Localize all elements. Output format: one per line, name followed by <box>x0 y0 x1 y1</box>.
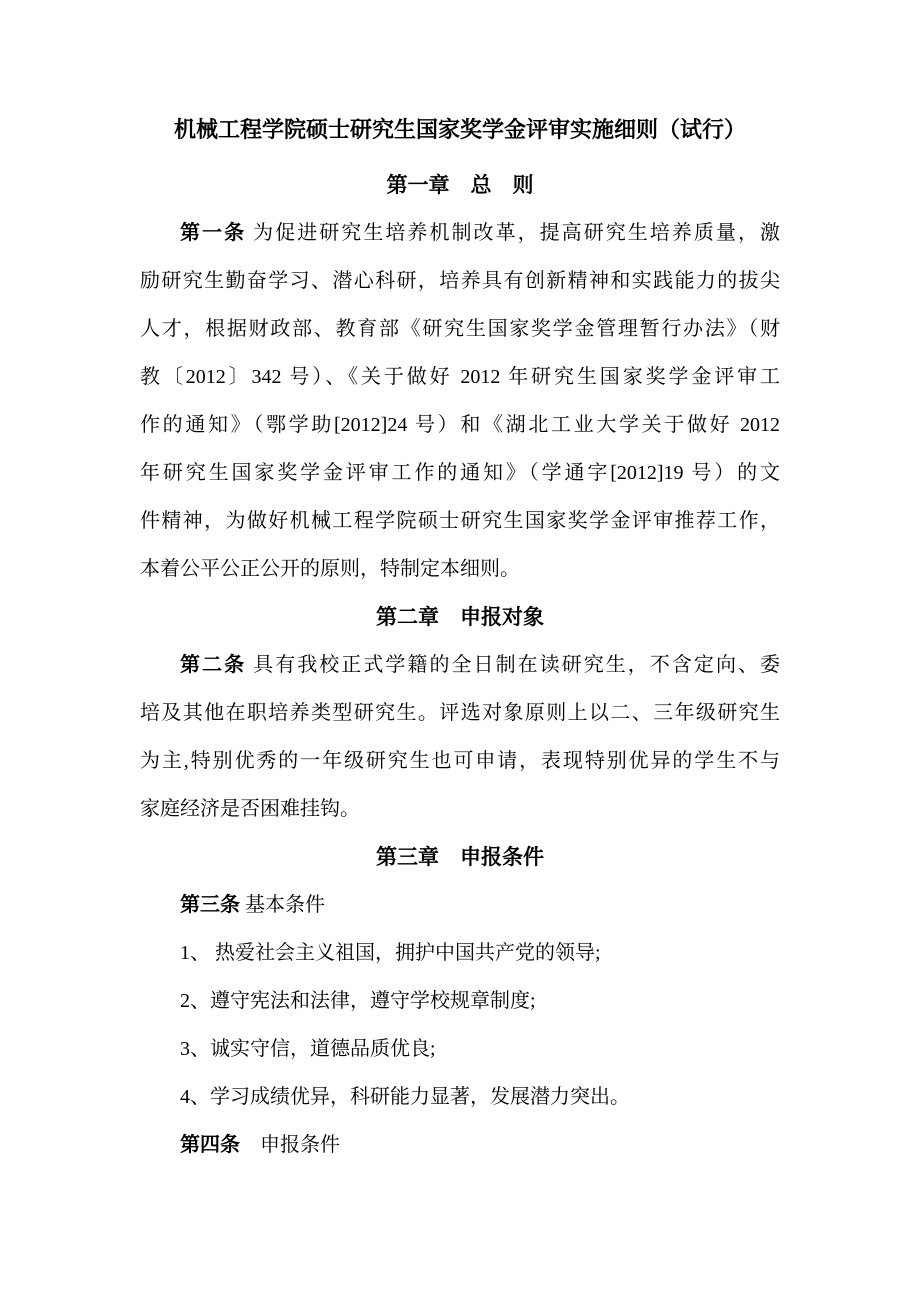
para2-line-1 <box>140 641 780 689</box>
article-3-text: 基本条件 <box>240 894 325 916</box>
para1-line-2 <box>140 257 780 305</box>
para2-line-3-text: 为主,特别优秀的一年级研究生也可申请，表现特别优异的学生不与 <box>140 750 780 772</box>
condition-item-4 <box>140 1073 780 1121</box>
article-4-number: 第四条 <box>180 1134 240 1156</box>
para1-line-6-text: 年研究生国家奖学金评审工作的通知》（学通字[2012]19 号）的文 <box>140 462 780 484</box>
para2-line-4 <box>140 785 780 833</box>
condition-item-2-text: 2、遵守宪法和法律，遵守学校规章制度; <box>180 990 536 1012</box>
para1-line-4-text: 教〔2012〕342 号）、《关于做好 2012 年研究生国家奖学金评审工 <box>140 366 780 388</box>
chapter-2-heading: 第二章 申报对象 <box>376 605 544 629</box>
para2-line-3 <box>140 737 780 785</box>
article-1-number: 第一条 <box>180 222 247 244</box>
para1-line-5 <box>140 401 780 449</box>
para2-line-4-text: 家庭经济是否困难挂钩。 <box>140 798 360 820</box>
condition-item-3 <box>140 1025 780 1073</box>
para1-line-1 <box>140 209 780 257</box>
condition-item-1 <box>140 929 780 977</box>
para1-line-3 <box>140 305 780 353</box>
condition-item-1-text: 1、 热爱社会主义祖国，拥护中国共产党的领导; <box>180 942 601 964</box>
article-2-number: 第二条 <box>180 654 247 676</box>
para1-line-6 <box>140 449 780 497</box>
condition-item-2 <box>140 977 780 1025</box>
condition-item-3-text: 3、诚实守信，道德品质优良; <box>180 1038 436 1060</box>
para1-line-8 <box>140 545 780 593</box>
para1-line-8-text: 本着公平公正公开的原则，特制定本细则。 <box>140 558 520 580</box>
article-3-line <box>140 881 780 929</box>
para1-line-4 <box>140 353 780 401</box>
para1-line-1-text: 为促进研究生培养机制改革，提高研究生培养质量，激 <box>246 222 781 244</box>
document-title: 机械工程学院硕士研究生国家奖学金评审实施细则（试行） <box>173 117 746 142</box>
article-4-text: 申报条件 <box>240 1134 340 1156</box>
para1-line-7 <box>140 497 780 545</box>
condition-item-4-text: 4、学习成绩优异，科研能力显著，发展潜力突出。 <box>180 1086 630 1108</box>
para1-line-5-text: 作的通知》（鄂学助[2012]24 号）和《湖北工业大学关于做好 2012 <box>140 414 780 436</box>
chapter-3-heading: 第三章 申报条件 <box>376 845 544 869</box>
para2-line-2-text: 培及其他在职培养类型研究生。评选对象原则上以二、三年级研究生 <box>140 702 780 724</box>
para1-line-7-text: 件精神，为做好机械工程学院硕士研究生国家奖学金评审推荐工作， <box>140 510 780 532</box>
article-3-number: 第三条 <box>180 894 240 916</box>
article-4-line <box>140 1121 780 1169</box>
para1-line-2-text: 励研究生勤奋学习、潜心科研，培养具有创新精神和实践能力的拔尖 <box>140 270 780 292</box>
para2-line-2 <box>140 689 780 737</box>
para2-line-1-text: 具有我校正式学籍的全日制在读研究生，不含定向、委 <box>246 654 781 676</box>
para1-line-3-text: 人才，根据财政部、教育部《研究生国家奖学金管理暂行办法》（财 <box>140 318 780 340</box>
chapter-1-heading: 第一章 总 则 <box>386 173 534 197</box>
